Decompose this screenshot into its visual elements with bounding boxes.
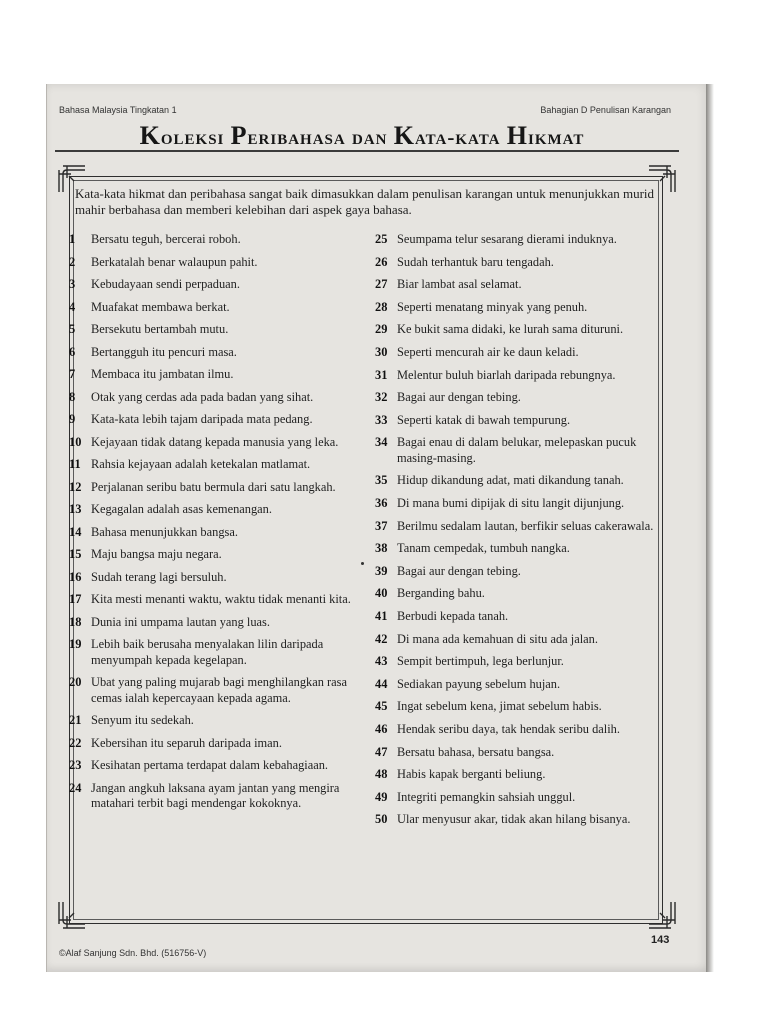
proverb-item — [375, 790, 671, 806]
proverb-text: Kebudayaan sendi perpaduan. — [91, 277, 240, 291]
intro-paragraph: Kata-kata hikmat dan peribahasa sangat baik dimasukkan dalam penulisan karangan untuk menunjukkan murid mahir berbahasa dan memberi kelebihan dari aspek gaya bahasa. — [75, 186, 655, 217]
proverb-item — [375, 654, 671, 670]
page-title: Koleksi Peribahasa dan Kata-kata Hikmat — [139, 121, 585, 150]
proverb-number: 36 — [375, 496, 388, 511]
proverb-text: Bagai aur dengan tebing. — [397, 390, 521, 405]
proverb-text: Integriti pemangkin sahsiah unggul. — [397, 789, 576, 804]
proverb-text: Otak yang cerdas ada pada badan yang sihat. — [91, 389, 314, 404]
proverb-item — [375, 586, 671, 602]
proverb-item — [69, 232, 359, 248]
proverb-text: Kita mesti menanti waktu, waktu tidak menanti kita. — [91, 592, 351, 606]
proverb-text: Bertangguh itu pencuri masa. — [91, 344, 237, 359]
proverb-number: 45 — [375, 699, 388, 714]
proverb-number: 39 — [375, 563, 388, 578]
proverb-number: 46 — [375, 721, 388, 736]
proverb-number: 11 — [69, 457, 81, 471]
proverb-item — [375, 677, 671, 693]
proverb-number: 22 — [69, 735, 82, 750]
book-page — [46, 84, 711, 972]
proverb-text: Di mana bumi dipijak di situ langit dijunjung. — [397, 496, 625, 511]
proverb-number: 4 — [69, 299, 76, 314]
proverb-text: Bagai aur dengan tebing. — [397, 563, 521, 578]
proverb-item — [375, 767, 671, 783]
proverb-item — [375, 413, 671, 429]
proverb-number: 43 — [375, 654, 388, 669]
proverb-number: 33 — [375, 412, 388, 427]
proverb-item — [69, 570, 359, 586]
proverb-item — [375, 322, 671, 338]
proverb-item — [375, 390, 671, 406]
proverb-item — [69, 480, 359, 496]
section-header: Bahagian D Penulisan Karangan — [540, 105, 671, 115]
proverb-number: 38 — [375, 541, 388, 556]
proverb-item — [69, 758, 359, 774]
proverb-item — [375, 812, 671, 828]
proverb-text: Jangan angkuh laksana ayam jantan yang mengira matahari terbit bagi mendengar kokoknya. — [91, 780, 340, 810]
page-number: 143 — [651, 934, 670, 946]
title-divider — [55, 150, 679, 152]
proverb-number: 6 — [69, 344, 76, 359]
proverb-text: Ular menyusur akar, tidak akan hilang bisanya. — [397, 812, 631, 827]
proverb-number: 3 — [69, 277, 76, 291]
proverb-item — [375, 496, 671, 512]
proverb-item — [375, 609, 671, 625]
proverb-item — [69, 736, 359, 752]
proverb-number: 29 — [375, 322, 388, 337]
proverb-list-right — [375, 232, 671, 835]
proverb-text: Melentur buluh biarlah daripada rebungnya. — [397, 367, 616, 382]
proverb-item — [69, 502, 359, 518]
proverb-item — [375, 345, 671, 361]
proverb-text: Hendak seribu daya, tak hendak seribu dalih. — [397, 721, 620, 736]
proverb-item — [375, 255, 671, 271]
page-edge-shadow — [706, 84, 714, 972]
book-subject-header: Bahasa Malaysia Tingkatan 1 — [59, 105, 177, 115]
proverb-number: 49 — [375, 789, 388, 804]
proverb-number: 50 — [375, 812, 388, 827]
proverb-text: Di mana ada kemahuan di situ ada jalan. — [397, 631, 598, 646]
proverb-text: Berkatalah benar walaupun pahit. — [91, 254, 258, 269]
proverb-item — [69, 615, 359, 631]
proverb-number: 31 — [375, 367, 388, 382]
proverb-text: Berilmu sedalam lautan, berfikir seluas cakerawala. — [397, 518, 654, 533]
proverb-text: Lebih baik berusaha menyalakan lilin daripada menyumpah kepada kegelapan. — [91, 637, 324, 667]
proverb-item — [375, 699, 671, 715]
proverb-item — [69, 322, 359, 338]
proverb-item — [69, 277, 359, 293]
proverb-number: 42 — [375, 631, 388, 646]
proverb-number: 1 — [69, 232, 76, 246]
proverb-item — [69, 435, 359, 451]
proverb-item — [69, 390, 359, 406]
proverb-number: 30 — [375, 344, 388, 359]
proverb-text: Ke bukit sama didaki, ke lurah sama dituruni. — [397, 322, 624, 337]
proverb-number: 44 — [375, 676, 388, 691]
proverb-text: Muafakat membawa berkat. — [91, 299, 230, 314]
proverb-number: 5 — [69, 322, 76, 336]
proverb-text: Maju bangsa maju negara. — [91, 547, 222, 561]
proverb-item — [375, 435, 671, 466]
proverb-number: 9 — [69, 412, 76, 426]
corner-ornament-icon — [647, 900, 677, 930]
proverb-text: Ingat sebelum kena, jimat sebelum habis. — [397, 699, 602, 714]
proverb-text: Seperti menatang minyak yang penuh. — [397, 299, 588, 314]
proverb-item — [375, 632, 671, 648]
proverb-item — [375, 473, 671, 489]
proverb-text: Habis kapak berganti beliung. — [397, 767, 546, 782]
proverb-item — [69, 457, 359, 473]
stray-mark — [361, 562, 364, 565]
proverb-text: Sudah terhantuk baru tengadah. — [397, 254, 554, 269]
proverb-item — [69, 637, 359, 668]
proverb-text: Ubat yang paling mujarab bagi menghilangkan rasa cemas ialah kepercayaan kepada agama. — [91, 675, 347, 705]
proverb-item — [375, 368, 671, 384]
proverb-item — [375, 277, 671, 293]
proverb-number: 10 — [69, 434, 82, 449]
proverb-item — [69, 300, 359, 316]
proverb-number: 32 — [375, 390, 388, 405]
proverb-item — [69, 781, 359, 812]
proverb-item — [69, 525, 359, 541]
proverb-number: 8 — [69, 389, 76, 404]
proverb-number: 37 — [375, 518, 388, 533]
proverb-text: Kejayaan tidak datang kepada manusia yang leka. — [91, 434, 339, 449]
proverb-text: Sediakan payung sebelum hujan. — [397, 676, 561, 691]
proverb-item — [375, 745, 671, 761]
proverb-text: Bersatu bahasa, bersatu bangsa. — [397, 744, 555, 759]
proverb-item — [69, 675, 359, 706]
proverb-number: 15 — [69, 547, 82, 561]
proverb-number: 7 — [69, 367, 76, 381]
proverb-number: 13 — [69, 502, 82, 516]
proverb-item — [375, 519, 671, 535]
proverb-text: Kata-kata lebih tajam daripada mata pedang. — [91, 412, 313, 426]
proverb-number: 35 — [375, 473, 388, 488]
proverb-text: Bahasa menunjukkan bangsa. — [91, 524, 238, 539]
proverb-text: Tanam cempedak, tumbuh nangka. — [397, 541, 570, 556]
proverb-number: 34 — [375, 435, 388, 450]
proverb-item — [69, 345, 359, 361]
proverb-item — [69, 412, 359, 428]
proverb-number: 2 — [69, 254, 76, 269]
proverb-text: Dunia ini umpama lautan yang luas. — [91, 614, 270, 629]
proverb-number: 26 — [375, 254, 388, 269]
proverb-text: Senyum itu sedekah. — [91, 713, 194, 727]
proverb-number: 25 — [375, 232, 388, 246]
proverb-number: 28 — [375, 299, 388, 314]
publisher-credit: ©Alaf Sanjung Sdn. Bhd. (516756-V) — [59, 948, 207, 958]
proverb-number: 20 — [69, 675, 82, 689]
proverb-item — [375, 722, 671, 738]
proverb-number: 23 — [69, 758, 82, 772]
proverb-number: 41 — [375, 609, 388, 623]
proverb-text: Bersatu teguh, bercerai roboh. — [91, 232, 241, 246]
proverb-number: 40 — [375, 586, 388, 601]
proverb-number: 19 — [69, 637, 82, 651]
proverb-text: Berbudi kepada tanah. — [397, 609, 509, 623]
proverb-number: 18 — [69, 614, 82, 629]
proverb-text: Perjalanan seribu batu bermula dari satu langkah. — [91, 479, 336, 494]
proverb-number: 21 — [69, 713, 82, 727]
proverb-text: Hidup dikandung adat, mati dikandung tanah. — [397, 473, 624, 488]
proverb-text: Berganding bahu. — [397, 586, 485, 601]
proverb-text: Bersekutu bertambah mutu. — [91, 322, 229, 336]
proverb-number: 16 — [69, 569, 82, 584]
proverb-number: 47 — [375, 744, 388, 759]
proverb-text: Kesihatan pertama terdapat dalam kebahagiaan. — [91, 758, 329, 772]
proverb-item — [69, 255, 359, 271]
proverb-text: Seumpama telur sesarang dierami induknya. — [397, 232, 617, 246]
proverb-text: Seperti katak di bawah tempurung. — [397, 412, 571, 427]
proverb-item — [69, 367, 359, 383]
proverb-number: 17 — [69, 592, 82, 606]
proverb-item — [69, 592, 359, 608]
proverb-number: 24 — [69, 780, 82, 795]
proverb-list-left — [69, 232, 359, 819]
proverb-item — [375, 541, 671, 557]
proverb-number: 27 — [375, 277, 388, 292]
proverb-item — [375, 232, 671, 248]
proverb-number: 48 — [375, 767, 388, 782]
proverb-item — [375, 300, 671, 316]
proverb-item — [69, 547, 359, 563]
proverb-text: Biar lambat asal selamat. — [397, 277, 522, 292]
proverb-text: Bagai enau di dalam belukar, melepaskan pucuk masing-masing. — [397, 435, 637, 465]
proverb-text: Kebersihan itu separuh daripada iman. — [91, 735, 282, 750]
proverb-text: Kegagalan adalah asas kemenangan. — [91, 502, 272, 516]
proverb-number: 12 — [69, 479, 82, 494]
proverb-text: Membaca itu jambatan ilmu. — [91, 367, 234, 381]
proverb-text: Rahsia kejayaan adalah ketekalan matlamat. — [91, 457, 311, 471]
proverb-text: Seperti mencurah air ke daun keladi. — [397, 344, 579, 359]
proverb-item — [375, 564, 671, 580]
proverb-text: Sempit bertimpuh, lega berlunjur. — [397, 654, 564, 669]
proverb-item — [69, 713, 359, 729]
corner-ornament-icon — [57, 900, 87, 930]
proverb-text: Sudah terang lagi bersuluh. — [91, 569, 227, 584]
proverb-number: 14 — [69, 524, 82, 539]
